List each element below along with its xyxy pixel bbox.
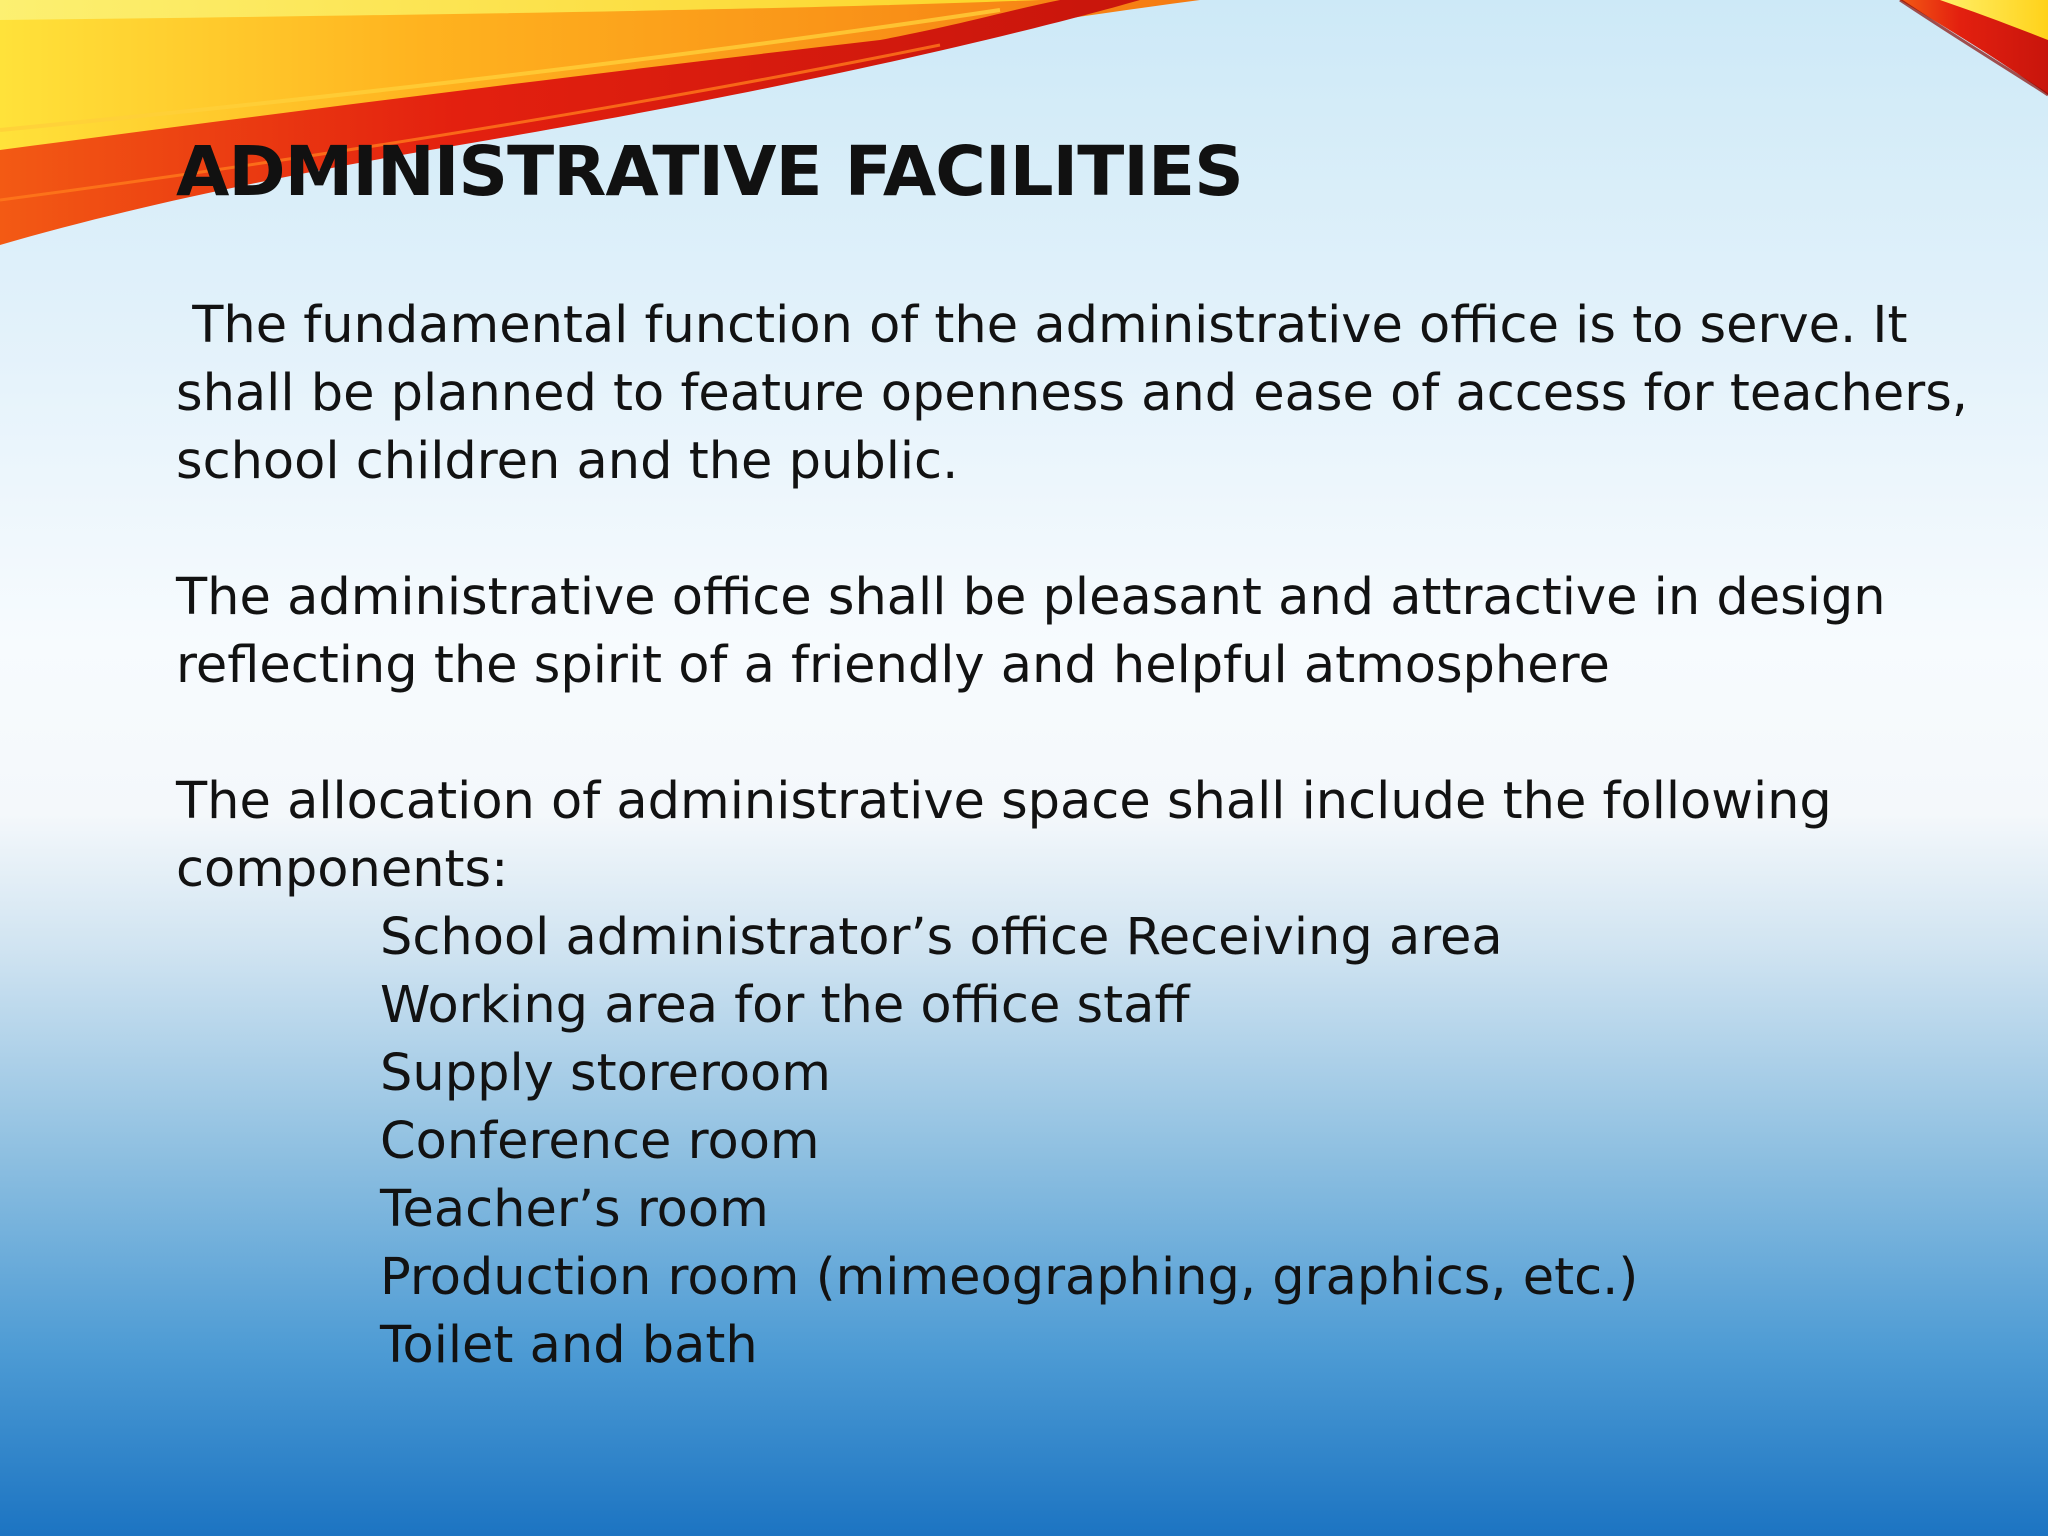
list-item: School administrator’s office Receiving area [380, 908, 1503, 967]
slide-body [176, 292, 1985, 1380]
paragraph-allocation: The allocation of administrative space shall include the following components: [176, 772, 1832, 899]
slide-title: ADMINISTRATIVE FACILITIES [176, 132, 1243, 212]
list-item: Teacher’s room [380, 1180, 769, 1239]
decorative-swoosh [0, 0, 2048, 260]
components-list [176, 904, 1976, 1380]
list-item: Supply storeroom [380, 1044, 831, 1103]
list-item: Toilet and bath [380, 1316, 758, 1375]
list-item: Production room (mimeographing, graphics, etc.) [380, 1248, 1639, 1307]
paragraph-design: The administrative office shall be pleasant and attractive in design reflecting the spirit of a friendly and helpful atmosphere [176, 568, 1886, 695]
list-item: Conference room [380, 1112, 820, 1171]
list-item: Working area for the office staff [380, 976, 1190, 1035]
paragraph-function: The fundamental function of the administrative office is to serve. It shall be planned to feature openness and ease of access for teachers, school children and the public. [176, 296, 1985, 491]
